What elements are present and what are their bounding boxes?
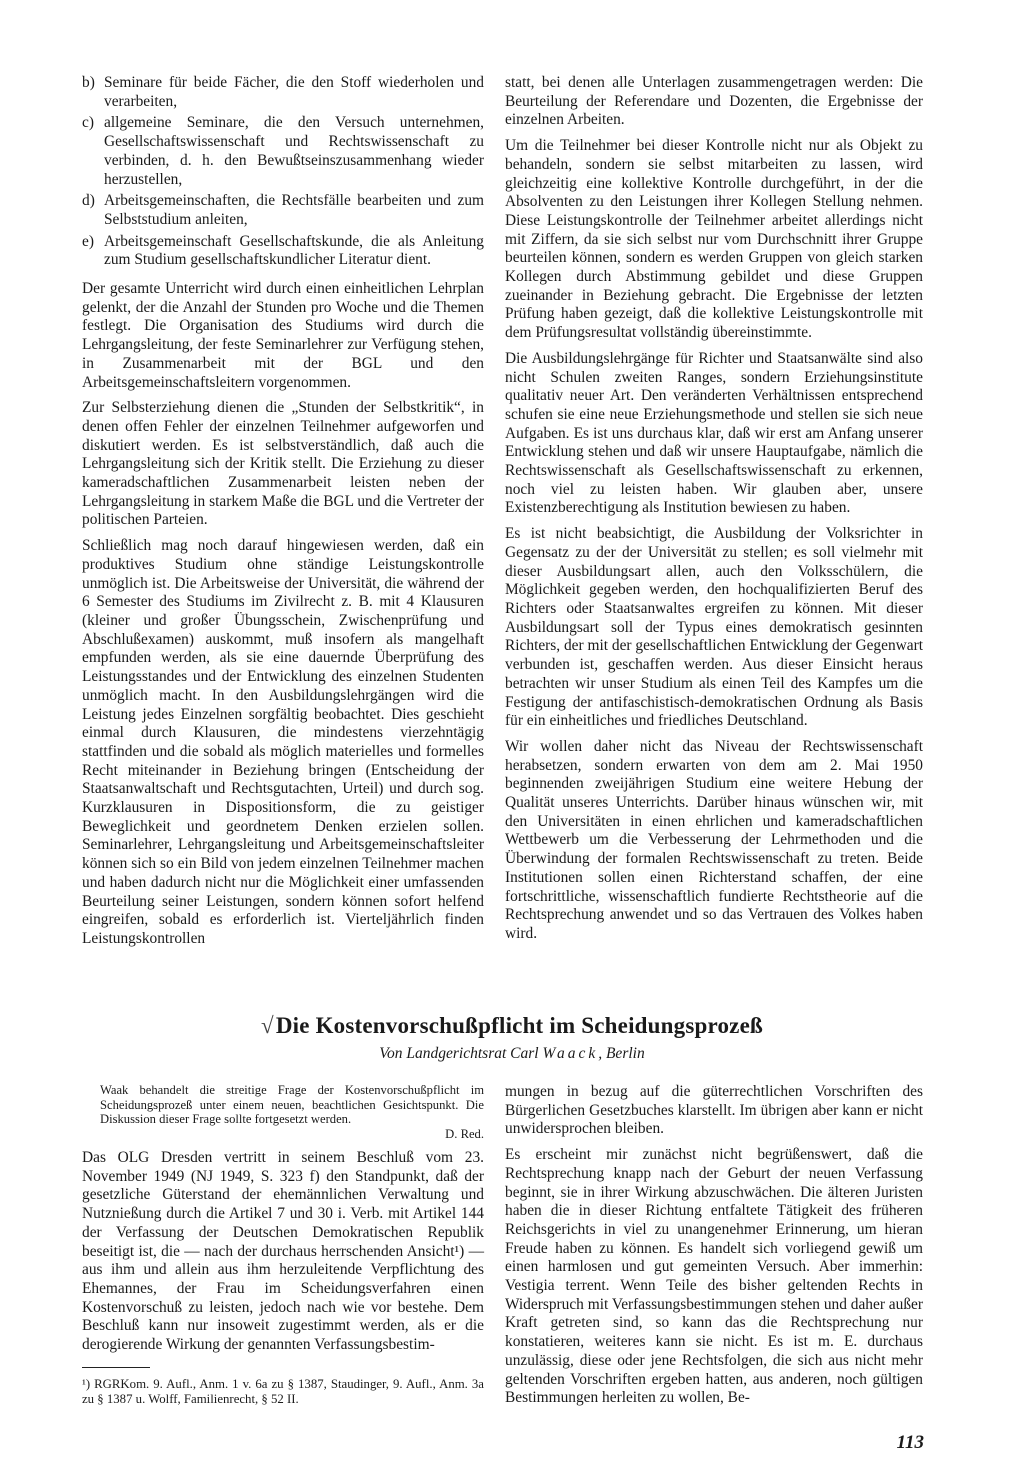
top-right-column: [505, 74, 923, 951]
footnote: ¹) RGRKom. 9. Aufl., Anm. 1 v. 6a zu § 1387, Staudinger, 9. Aufl., Anm. 3a zu § 1387 u. Wolff, Familienrecht, § 52 II.: [82, 1377, 484, 1406]
article-left-column: [82, 1083, 484, 1362]
list-item-text: allgemeine Seminare, die den Versuch unternehmen, Gesellschaftswissenschaft und Rechtswissenschaft zu verbinden, d. h. den Bewußtseinszusammenhang wieder herzustellen,: [104, 114, 484, 188]
list-item: [82, 74, 484, 111]
list-marker: b): [82, 74, 95, 91]
byline-name: Waack: [542, 1045, 599, 1062]
list-item-text: Arbeitsgemeinschaften, die Rechtsfälle bearbeiten und zum Selbststudium anleiten,: [104, 192, 484, 228]
editorial-lead-text: Waak behandelt die streitige Frage der Kostenvorschußpflicht im Scheidungsprozeß unter einem neuen, beachtlichen Gesichtspunkt. Die Diskussion dieser Frage sollte fortgesetzt werden.: [100, 1083, 484, 1126]
list-marker: c): [82, 114, 94, 132]
paragraph: Der gesamte Unterricht wird durch einen einheitlichen Lehrplan gelenkt, der die Anzahl der Stunden pro Woche und die Themen festlegt. Die Organisation des Studiums wird durch die Lehrgangsleitung, der feste Seminarlehrer zur Verfügung stehen, in Zusammenarbeit mit der BGL und den Arbeitsgemeinschaftsleitern vorgenommen.: [82, 280, 484, 391]
list-marker: d): [82, 192, 95, 210]
paragraph: Schließlich mag noch darauf hingewiesen werden, daß ein produktives Studium ohne ständige Leistungskontrolle unmöglich ist. Die Arbeitsweise der Universität, die während der 6 Semester des Studiums im Zivilrecht z. B. mit 4 Klausuren (kleiner und großer Übungsschein, Zwischenprüfung und Abschlußexamen) auskommt, muß insofern als mangelhaft empfunden werden, als sie eine dauernde Überprüfung des Leistungsstandes und der Entwicklung des einzelnen Studenten unmöglich macht. In den Ausbildungslehrgängen wird die Leistung jedes Einzelnen sorgfältig beobachtet. Dies geschieht einmal durch Klausuren, die mindestens vierzehntägig stattfinden und die sobald als möglich materielles und formelles Recht miteinander in Beziehung bringen (Entscheidung der Staatsanwaltschaft und Rechtsgutachten, Urteil) und durch sog. Kurzklausuren in Dispositionsform, die zu geistiger Beweglichkeit und geordnetem Denken erzielen sollen. Seminarlehrer, Lehrgangsleitung und Arbeitsgemeinschaftsleiter können sich so ein Bild von jedem einzelnen Teilnehmer machen und haben dadurch nicht nur die Möglichkeit einer umfassenden Beurteilung seiner Leistungen, sondern können sofort helfend eingreifen, sobald es erforderlich ist. Vierteljährlich finden Leistungskontrollen: [82, 537, 484, 947]
paragraph: Wir wollen daher nicht das Niveau der Rechtswissenschaft herabsetzen, sondern erwarten von dem am 2. Mai 1950 beginnenden zweijährigen Studium eine weitere Hebung der Qualität unseres Unterrichts. Darüber hinaus wünschen wir, mit den Universitäten in einen ehrlichen und kameradschaftlichen Wettbewerb um die Verbesserung der Lehrmethoden und die Überwindung der formalen Rechtswissenschaft zu treten. Beide Institutionen sollen einen Richterstand schaffen, der eine fortschrittliche, wissenschaftlich fundierte Rechtstheorie auf die Rechtsprechung anwendet und so das Vertrauen des Volkes haben wird.: [505, 737, 923, 942]
list-item-text: Seminare für beide Fächer, die den Stoff wiederholen und verarbeiten,: [104, 74, 484, 110]
paragraph: statt, bei denen alle Unterlagen zusammengetragen werden: Die Beurteilung der Referendare und Dozenten, die Ergebnisse der einzelnen Arbeiten.: [505, 74, 923, 129]
list-item: [82, 233, 484, 270]
article-right-column: [505, 1083, 923, 1415]
paragraph: Um die Teilnehmer bei dieser Kontrolle nicht nur als Objekt zu behandeln, sondern sie selbst mitarbeiten zu lassen, wird gleichzeitig eine kollektive Kontrolle durchgeführt, in der die Absolventen zu den Leistungen ihrer Kollegen Stellung nehmen. Diese Leistungskontrolle der Teilnehmer arbeitet allerdings nicht mit Ziffern, da sie sich selbst nur vom Durchschnitt ihrer Gruppe beurteilen können, sondern es werden Gruppen von gleich starken Kollegen durch Abstimmung gebildet und diese Gruppen zueinander in Beziehung gebracht. Die Ergebnisse der letzten Prüfung haben gezeigt, daß die kollektive Leistungskontrolle mit dem Prüfungsresultat vollständig übereinstimmte.: [505, 137, 923, 342]
list-item: [82, 192, 484, 229]
editorial-lead: [82, 1083, 484, 1141]
list-marker: e): [82, 232, 94, 250]
page-number: 113: [896, 1432, 924, 1453]
article-title-text: Die Kostenvorschußpflicht im Scheidungsprozeß: [275, 1013, 763, 1038]
check-mark-icon: √: [261, 1013, 274, 1038]
enumerated-list: [82, 74, 484, 270]
top-left-column: [82, 74, 484, 956]
paragraph: Es ist nicht beabsichtigt, die Ausbildung der Volksrichter in Gegensatz zu der der Universität zu stellen; es soll vielmehr mit dieser Ausbildungsart allen, auch den Volksschülern, die Möglichkeit gegeben werden, den hochqualifizierten Beruf des Richters oder Staatsanwaltes ergreifen zu können. Mit dieser Ausbildungsart soll der Typus eines demokratisch gesinnten Richters, der mit der gesellschaftlichen Entwicklung der Gegenwart verbunden ist, geschaffen werden. Aus dieser Einsicht heraus betrachten wir unser Studium als einen Teil des Kampfes um die Festigung der antifaschistisch-demokratischen Ordnung als Basis für ein einheitliches und friedliches Deutschland.: [505, 525, 923, 730]
list-item: [82, 114, 484, 189]
paragraph: Zur Selbsterziehung dienen die „Stunden der Selbstkritik“, in denen offen Fehler der einzelnen Teilnehmer aufgeworfen und diskutiert werden. Es ist selbstverständlich, daß auch die Lehrgangsleitung sich der Kritik stellt. Die Erziehung zu dieser kameradschaftlichen Zusammenarbeit leisten neben der Lehrgangsleitung in starkem Maße die BGL und die Vertreter der politischen Parteien.: [82, 399, 484, 529]
paragraph: Das OLG Dresden vertritt in seinem Beschluß vom 23. November 1949 (NJ 1949, S. 323 f) den Standpunkt, daß der gesetzliche Güterstand der ehemännlichen Verwaltung und Nutznießung durch die Artikel 7 und 30 i. Verb. mit Artikel 144 der Verfassung der Deutschen Demokratischen Republik beseitigt ist, die — nach der durchaus herrschenden Ansicht¹) — aus ihm und allein aus ihm herzuleitende Verpflichtung des Ehemannes, der Frau im Scheidungsverfahren einen Kostenvorschuß zu leisten, jedoch nach wie vor bestehe. Dem Beschluß kann nur insoweit zugestimmt werden, als er die derogierende Wirkung der genannten Verfassungsbestim-: [82, 1149, 484, 1354]
article-byline: [0, 1045, 1024, 1063]
article-title: [0, 1013, 1024, 1039]
editorial-signature: D. Red.: [445, 1126, 484, 1141]
byline-suffix: , Berlin: [598, 1045, 645, 1062]
paragraph: Die Ausbildungslehrgänge für Richter und Staatsanwälte sind also nicht Schulen zweiten Ranges, sondern Erziehungsinstitute qualitativ neuer Art. Den veränderten Verhältnissen entsprechend schufen sie eine neue Erziehungsmethode und stellen sie sich neue Aufgaben. Es ist uns durchaus klar, daß wir erst am Anfang unserer Entwicklung stehen und daß wir unsere Hauptaufgabe, nämlich die Rechtswissenschaft als Gesellschaftswissenschaft zu erkennen, noch viel zu leisten haben. Wir glauben aber, unsere Existenzberechtigung als Institution bewiesen zu haben.: [505, 349, 923, 517]
paragraph: Es erscheint mir zunächst nicht begrüßenswert, daß die Rechtsprechung knapp nach der Geburt der neuen Verfassung beginnt, sie in ihrer Wirkung abzuschwächen. Die älteren Juristen haben die in dieser Richtung entfaltete Tätigkeit des früheren Reichsgerichts in viel zu unangenehmer Erinnerung, um hieran Freude haben zu können. Es handelt sich vorliegend gewiß um einen harmlosen und gut gemeinten Versuch. Aber immerhin: Vestigia terrent. Wenn Teile des bisher geltenden Rechts in Widerspruch mit Verfassungsbestimmungen stehen und daher außer Kraft getreten sind, so kann das die Rechtsprechung nur konstatieren, weiteres kann sie nicht. Es ist m. E. durchaus unzulässig, diese oder jene Rechtsfolgen, die sich aus nicht mehr geltenden Vorschriften ergeben hatten, aus anderen, noch gültigen Bestimmungen herleiten zu wollen, Be-: [505, 1146, 923, 1407]
footnote-divider: [82, 1367, 150, 1368]
paragraph: mungen in bezug auf die güterrechtlichen Vorschriften des Bürgerlichen Gesetzbuches klarstellt. Im übrigen aber kann er nicht unwidersprochen bleiben.: [505, 1083, 923, 1138]
byline-prefix: Von Landgerichtsrat Carl: [379, 1045, 539, 1062]
list-item-text: Arbeitsgemeinschaft Gesellschaftskunde, die als Anleitung zum Studium gesellschaftskundlicher Literatur dient.: [104, 232, 484, 269]
